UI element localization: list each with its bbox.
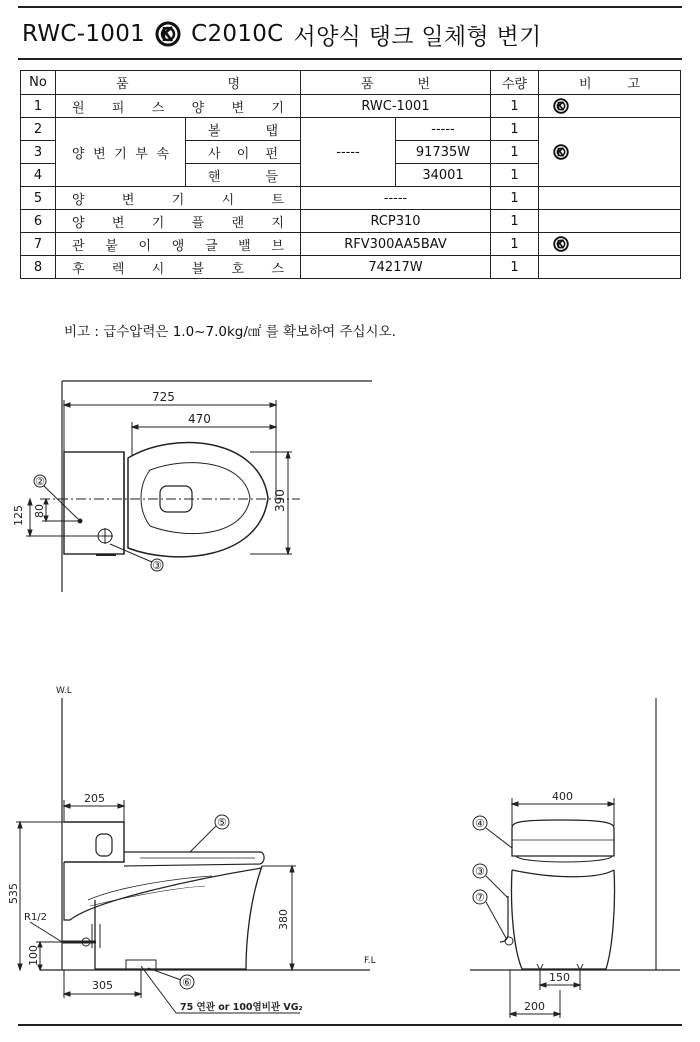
header-no: No (21, 71, 56, 95)
row-qty: 1 (491, 118, 539, 141)
row-qty: 1 (491, 164, 539, 187)
fl-label: F.L (364, 956, 376, 966)
row-qty: 1 (491, 210, 539, 233)
row-no: 3 (21, 141, 56, 164)
spread-label: 핸 들 (208, 169, 278, 185)
pressure-note: 비고 : 급수압력은 1.0~7.0kg/㎠ 를 확보하여 주십시오. (64, 324, 396, 340)
row-no: 7 (21, 233, 56, 256)
row-part: 74217W (301, 256, 491, 279)
row-qty: 1 (491, 233, 539, 256)
row-part: 34001 (396, 164, 491, 187)
dim-535: 535 (7, 883, 20, 904)
row-qty: 1 (491, 256, 539, 279)
pipe-note: 75 연관 or 100염비관 VG₂ (180, 1002, 303, 1013)
spread-label: 양 변 기 시 트 (72, 192, 284, 208)
dim-305: 305 (92, 979, 113, 992)
spread-label: 양 변 기 플 랜 지 (72, 215, 284, 231)
spread-label: 후 렉 시 블 호 스 (72, 261, 284, 277)
row-no: 2 (21, 118, 56, 141)
spread-label: 관 붙 이 앵 글 밸 브 (72, 238, 284, 254)
side-view (7, 686, 376, 1013)
front-view (470, 698, 680, 1018)
row-qty: 1 (491, 141, 539, 164)
callout-3: ③ (152, 559, 162, 572)
dim-380: 380 (277, 909, 290, 930)
bottom-rule (18, 1024, 682, 1026)
callout-3b: ③ (475, 865, 485, 878)
spread-label: 볼 탭 (208, 123, 278, 139)
row-qty: 1 (491, 187, 539, 210)
dim-200: 200 (524, 1000, 545, 1013)
callout-6: ⑥ (182, 976, 192, 989)
header-note: 비 고 (539, 71, 681, 95)
dim-470: 470 (188, 412, 211, 426)
spread-label: 사 이 펀 (208, 146, 278, 162)
row-part: RFV300AA5BAV (301, 233, 491, 256)
dim-150: 150 (549, 971, 570, 984)
row-no: 8 (21, 256, 56, 279)
dim-725: 725 (152, 390, 175, 404)
model-number: RWC-1001 (22, 21, 146, 47)
wl-label: W.L (56, 686, 72, 696)
product-code: C2010C (191, 21, 284, 47)
callout-4: ④ (475, 817, 485, 830)
row-qty: 1 (491, 95, 539, 118)
row-part: ----- (396, 118, 491, 141)
row-part: RCP310 (301, 210, 491, 233)
header-name: 품 명 (56, 71, 301, 95)
row-no: 6 (21, 210, 56, 233)
header-qty: 수량 (491, 71, 539, 95)
row-part: ----- (301, 187, 491, 210)
row-part: RWC-1001 (301, 95, 491, 118)
dim-390: 390 (273, 489, 287, 512)
row-no: 4 (21, 164, 56, 187)
dim-125: 125 (12, 505, 25, 526)
group-part: ----- (301, 118, 396, 187)
row-no: 1 (21, 95, 56, 118)
header-part: 품 번 (301, 71, 491, 95)
spread-label: 양 변 기 부 속 (72, 146, 169, 162)
dim-400: 400 (552, 790, 573, 803)
row-part: 91735W (396, 141, 491, 164)
spread-label: 원 피 스 양 변 기 (72, 100, 284, 116)
r12-label: R1/2 (24, 912, 48, 923)
top-view (12, 381, 372, 592)
product-name: 서양식 탱크 일체형 변기 (293, 23, 542, 50)
dim-205: 205 (84, 792, 105, 805)
callout-2: ② (35, 475, 45, 488)
row-no: 5 (21, 187, 56, 210)
callout-5: ⑤ (217, 816, 227, 829)
callout-7: ⑦ (475, 891, 485, 904)
dim-100: 100 (27, 945, 40, 966)
dim-80: 80 (33, 504, 46, 518)
